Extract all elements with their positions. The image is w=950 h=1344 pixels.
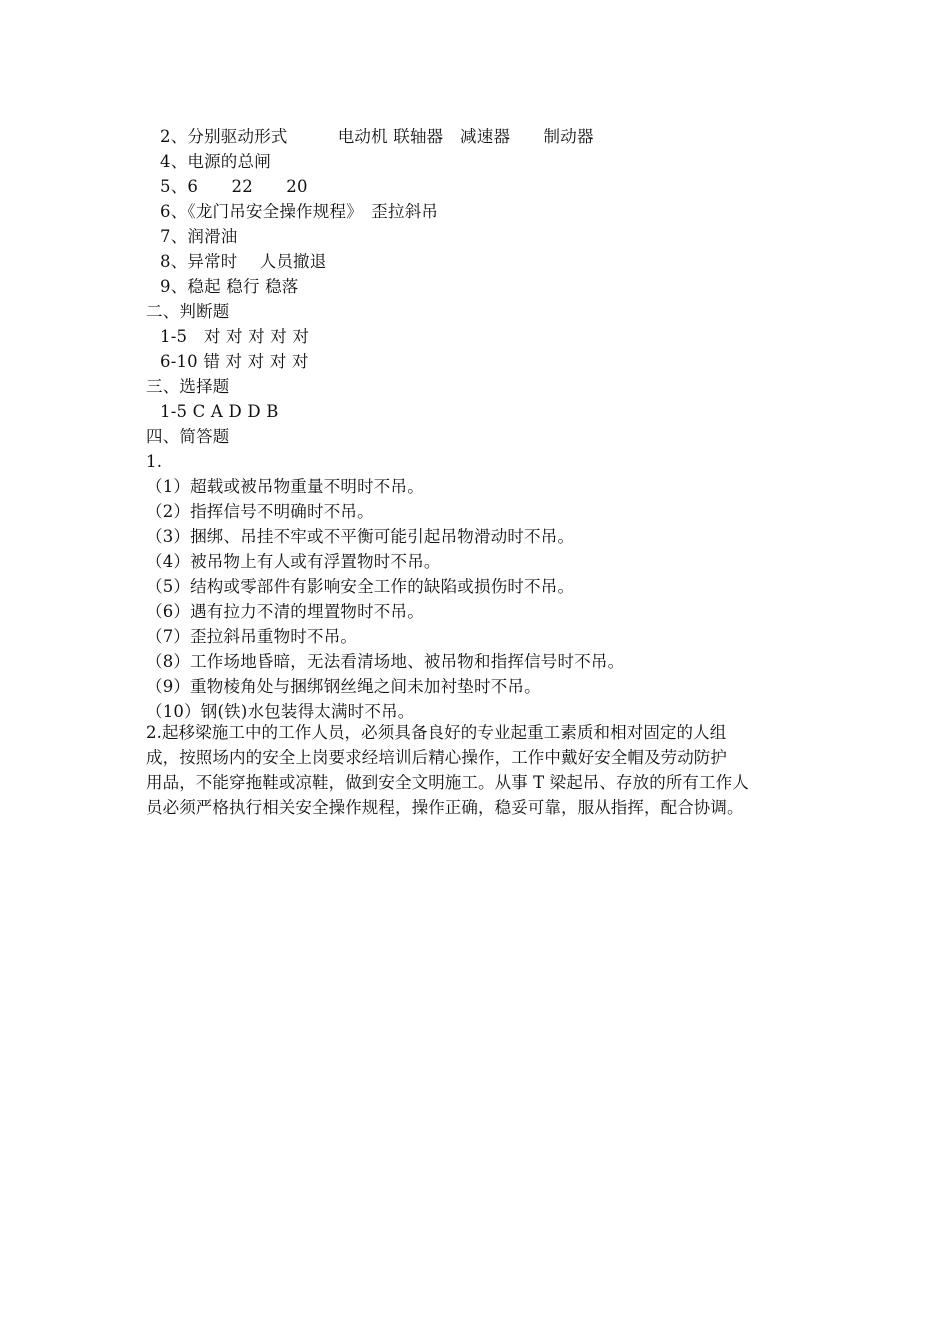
fill-in-answer-7: 7、润滑油 xyxy=(160,227,238,246)
list-item: （7）歪拉斜吊重物时不吊。 xyxy=(146,627,358,646)
fill-in-answer-5: 5、6 22 20 xyxy=(160,177,308,196)
fill-in-answer-2: 2、分别驱动形式 电动机 联轴器 减速器 制动器 xyxy=(160,127,594,146)
short-answer-q1-label: 1. xyxy=(146,452,163,471)
fill-in-answer-6: 6、《龙门吊安全操作规程》 歪拉斜吊 xyxy=(160,202,439,221)
short-answer-q2-paragraph xyxy=(146,720,806,820)
paragraph-line: 成，按照场内的安全上岗要求经培训后精心操作，工作中戴好安全帽及劳动防护 xyxy=(146,748,727,767)
paragraph-line: 2.起移梁施工中的工作人员，必须具备良好的专业起重工素质和相对固定的人组 xyxy=(146,723,727,742)
choice-section-heading: 三、选择题 xyxy=(146,377,230,396)
paragraph-line: 员必须严格执行相关安全操作规程，操作正确，稳妥可靠，服从指挥，配合协调。 xyxy=(146,798,744,817)
fill-in-answer-9: 9、稳起 稳行 稳落 xyxy=(160,277,299,296)
short-answer-section-heading: 四、简答题 xyxy=(146,427,230,446)
judge-answers-1-5: 1-5 对 对 对 对 对 xyxy=(160,327,310,346)
choice-answers-1-5: 1-5 C A D D B xyxy=(160,402,279,421)
list-item: （8）工作场地昏暗，无法看清场地、被吊物和指挥信号时不吊。 xyxy=(146,652,625,671)
list-item: （9）重物棱角处与捆绑钢丝绳之间未加衬垫时不吊。 xyxy=(146,677,541,696)
list-item: （4）被吊物上有人或有浮置物时不吊。 xyxy=(146,552,441,571)
list-item: （5）结构或零部件有影响安全工作的缺陷或损伤时不吊。 xyxy=(146,577,575,596)
fill-in-answer-8: 8、异常时 人员撤退 xyxy=(160,252,327,271)
list-item: （1）超载或被吊物重量不明时不吊。 xyxy=(146,477,424,496)
judge-answers-6-10: 6-10 错 对 对 对 对 xyxy=(160,352,309,371)
list-item: （10）钢(铁)水包装得太满时不吊。 xyxy=(146,702,415,721)
paragraph-line: 用品，不能穿拖鞋或凉鞋，做到安全文明施工。从事 T 梁起吊、存放的所有工作人 xyxy=(146,773,749,792)
fill-in-answer-4: 4、电源的总闸 xyxy=(160,152,271,171)
list-item: （3）捆绑、吊挂不牢或不平衡可能引起吊物滑动时不吊。 xyxy=(146,527,575,546)
judge-section-heading: 二、判断题 xyxy=(146,302,230,321)
list-item: （6）遇有拉力不清的埋置物时不吊。 xyxy=(146,602,424,621)
list-item: （2）指挥信号不明确时不吊。 xyxy=(146,502,374,521)
